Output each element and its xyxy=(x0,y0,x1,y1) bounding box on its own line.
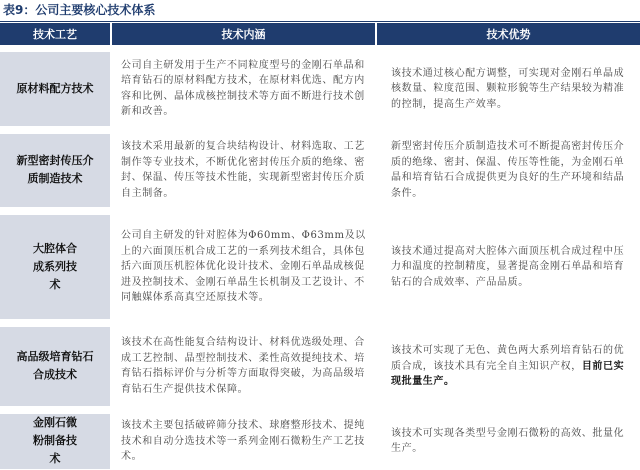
header-tech-process: 技术工艺 xyxy=(0,23,111,45)
advantage-highlight: 目前已实现批量生产。 xyxy=(391,360,625,387)
row-name: 高品级培育钻石合成技术 xyxy=(0,327,111,407)
row-name: 金刚石微粉制备技术 xyxy=(0,414,111,469)
header-tech-content: 技术内涵 xyxy=(111,23,376,45)
row-advantage: 该技术可实现各类型号金刚石微粉的高效、批量化生产。 xyxy=(391,427,625,455)
row-name: 大腔体合成系列技术 xyxy=(0,215,111,319)
row-content: 该技术主要包括破碎筛分技术、球磨整形技术、提纯技术和自动分选技术等一系列金刚石微粉生产工艺技术。 xyxy=(121,420,365,462)
row-advantage: 新型密封传压介质制造技术可不断提高密封传压介质的绝缘、密封、保温、传压等性能，为金刚石单晶和培育钻石合成提供更为良好的生产环境和结晶条件。 xyxy=(391,141,625,199)
table-row xyxy=(0,52,640,126)
row-advantage: 该技术通过核心配方调整，可实现对金刚石单晶成核数量、粒度范围、颗粒形貌等生产结果较为精准的控制，提高生产效率。 xyxy=(391,67,625,110)
header-tech-advantage: 技术优势 xyxy=(376,23,640,45)
row-advantage xyxy=(377,343,640,390)
row-content: 公司自主研发的针对腔体为Φ60mm、Φ63mm及以上的六面顶压机合成工艺的一系列技术组合，具体包括六面顶压机腔体优化设计技术、金刚石单晶成核促进及控制技术、金刚石单晶生长机制及工艺设计、不同触媒体系高真空还原技术等。 xyxy=(121,230,366,303)
advantage-text: 该技术可实现了无色、黄色两大系列培育钻石的优质合成，该技术具有完全自主知识产权， xyxy=(391,345,625,372)
row-name: 新型密封传压介质制造技术 xyxy=(0,134,111,208)
table-header-row xyxy=(0,23,640,45)
table-row xyxy=(0,414,640,469)
core-technology-table xyxy=(0,23,640,470)
table-row xyxy=(0,215,640,319)
table-row xyxy=(0,327,640,407)
row-content: 该技术采用最新的复合块结构设计、材料选取、工艺制作等专业技术，不断优化密封传压介质的绝缘、密封、保温、传压等技术性能，实现新型密封传压介质自主制备。 xyxy=(121,141,365,199)
row-advantage: 该技术通过提高对大腔体六面顶压机合成过程中压力和温度的控制精度，显著提高金刚石单晶和培育钻石的合成效率、产品品质。 xyxy=(391,245,625,288)
table-row xyxy=(0,134,640,208)
row-content: 该技术在高性能复合结构设计、材料优选级处理、合成工艺控制、晶型控制技术、柔性高效提纯技术、培育钻石指标评价与分析等方面取得突破，为高品级培育钻石生产提供技术保障。 xyxy=(121,337,365,395)
row-content: 公司自主研发用于生产不同粒度型号的金刚石单晶和培育钻石的原材料配方技术，在原材料优选、配方内容和比例、晶体成核控制技术等方面不断进行技术创新和改善。 xyxy=(121,59,365,118)
row-name: 原材料配方技术 xyxy=(0,52,111,126)
table-title: 表9：公司主要核心技术体系 xyxy=(0,0,640,22)
